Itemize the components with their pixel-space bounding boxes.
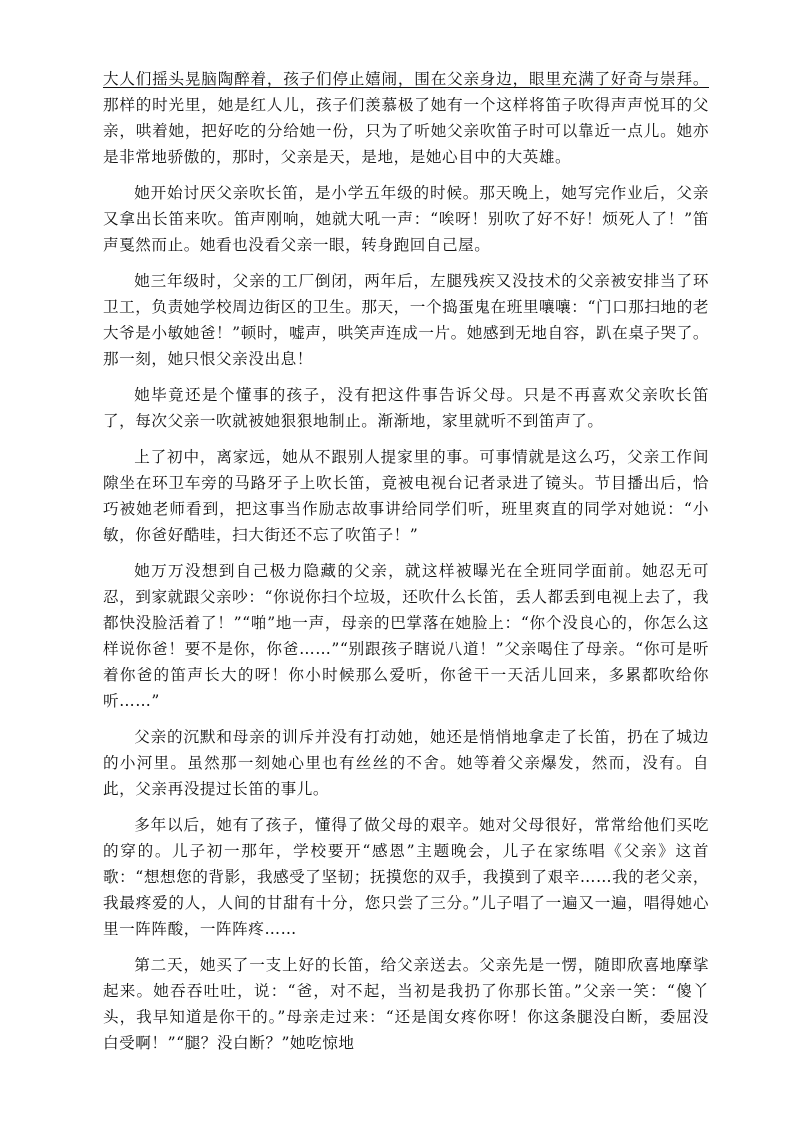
paragraph-1	[103, 66, 709, 170]
paragraph-6: 她万万没想到自己极力隐藏的父亲，就这样被曝光在全班同学面前。她忍无可忍，到家就跟父亲吵：“你说你扫个垃圾，还吹什么长笛，丢人都丢到电视上去了，我都快没脸活着了！”“啪”地一声，母亲的巴掌落在她脸上：“你个没良心的，你怎么这样说你爸！要不是你，你爸……”“别跟孩子瞎说八道！”父亲喝住了母亲。“你可是听着你爸的笛声长大的呀！你小时候那么爱听，你爸干一天活儿回来，多累都吹给你听……”	[103, 562, 709, 710]
paragraph-4: 她毕竟还是个懂事的孩子，没有把这件事告诉父母。只是不再喜欢父亲吹长笛了，每次父亲一吹就被她狠狠地制止。渐渐地，家里就听不到笛声了。	[103, 386, 709, 430]
paragraph-1-text: 那样的时光里，她是红人儿，孩子们羡慕极了她有一个这样将笛子吹得声声悦耳的父亲，哄着她，把好吃的分给她一份，只为了听她父亲吹笛子时可以靠近一点儿。她亦是非常地骄傲的，那时，父亲是天，是地，是她心目中的大英雄。	[103, 96, 709, 166]
paragraph-8: 多年以后，她有了孩子，懂得了做父母的艰辛。她对父母很好，常常给他们买吃的穿的。儿子初一那年，学校要开“感恩”主题晚会，儿子在家练唱《父亲》这首歌：“想想您的背影，我感受了坚韧；抚摸您的双手，我摸到了艰辛……我的老父亲，我最疼爱的人，人间的甘甜有十分，您只尝了三分。”儿子唱了一遍又一遍，唱得她心里一阵阵酸，一阵阵疼……	[103, 816, 709, 938]
paragraph-7: 父亲的沉默和母亲的训斥并没有打动她，她还是悄悄地拿走了长笛，扔在了城边的小河里。虽然那一刻她心里也有丝丝的不舍。她等着父亲爆发，然而，没有。自此，父亲再没提过长笛的事儿。	[103, 728, 709, 798]
paragraph-3: 她三年级时，父亲的工厂倒闭，两年后，左腿残疾又没技术的父亲被安排当了环卫工，负责她学校周边街区的卫生。那天，一个捣蛋鬼在班里嚷嚷：“门口那扫地的老大爷是小敏她爸！”顿时，嘘声，哄笑声连成一片。她感到无地自容，趴在桌子哭了。那一刻，她只恨父亲没出息！	[103, 272, 709, 368]
article-body	[103, 66, 709, 1066]
paragraph-5: 上了初中，离家远，她从不跟别人提家里的事。可事情就是这么巧，父亲工作间隙坐在环卫车旁的马路牙子上吹长笛，竟被电视台记者录进了镜头。节目播出后，恰巧被她老师看到，把这事当作励志故事讲给同学们听，班里爽直的同学对她说：“小敏，你爸好酷哇，扫大街还不忘了吹笛子！”	[103, 448, 709, 544]
underlined-sentence: 大人们摇头晃脑陶醉着，孩子们停止嬉闹，围在父亲身边，眼里充满了好奇与崇拜。	[103, 70, 709, 88]
paragraph-2: 她开始讨厌父亲吹长笛，是小学五年级的时候。那天晚上，她写完作业后，父亲又拿出长笛来吹。笛声刚响，她就大吼一声：“唉呀！别吹了好不好！烦死人了！”笛声戛然而止。她看也没看父亲一眼，转身跑回自己屋。	[103, 184, 709, 254]
paragraph-9: 第二天，她买了一支上好的长笛，给父亲送去。父亲先是一愣，随即欣喜地摩挲起来。她吞吞吐吐，说：“爸，对不起，当初是我扔了你那长笛。”父亲一笑：“傻丫头，我早知道是你干的。”母亲走过来：“还是闺女疼你呀！你这条腿没白断，委屈没白受啊！”“腿？没白断？”她吃惊地	[103, 956, 709, 1052]
